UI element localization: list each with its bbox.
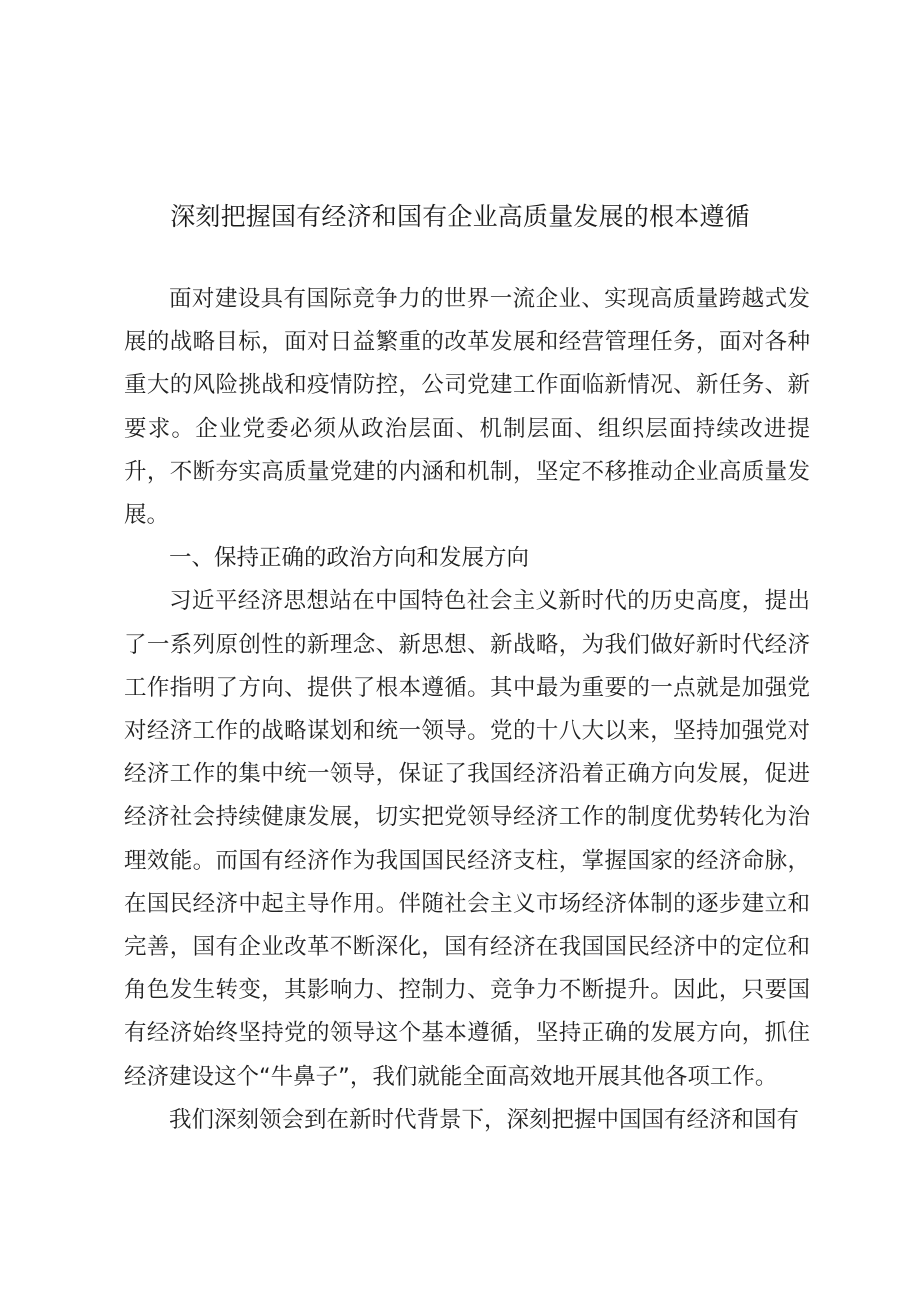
document-body bbox=[124, 278, 810, 1142]
body-paragraph-continued: 我们深刻领会到在新时代背景下，深刻把握中国国有经济和国有 bbox=[169, 1106, 800, 1133]
intro-paragraph: 面对建设具有国际竞争力的世界一流企业、实现高质量跨越式发展的战略目标，面对日益繁重的改革发展和经营管理任务，面对各种重大的风险挑战和疫情防控，公司党建工作面临新情况、新任务、新要求。企业党委必须从政治层面、机制层面、组织层面持续改进提升，不断夯实高质量党建的内涵和机制，坚定不移推动企业高质量发展。 bbox=[124, 286, 810, 529]
document-title: 深刻把握国有经济和国有企业高质量发展的根本遵循 bbox=[170, 201, 750, 231]
body-paragraph: 习近平经济思想站在中国特色社会主义新时代的历史高度，提出了一系列原创性的新理念、新思想、新战略，为我们做好新时代经济工作指明了方向、提供了根本遵循。其中最为重要的一点就是加强党对经济工作的战略谋划和统一领导。党的十八大以来，坚持加强党对经济工作的集中统一领导，保证了我国经济沿着正确方向发展，促进经济社会持续健康发展，切实把党领导经济工作的制度优势转化为治理效能。而国有经济作为我国国民经济支柱，掌握国家的经济命脉，在国民经济中起主导作用。伴随社会主义市场经济体制的逐步建立和完善，国有企业改革不断深化，国有经济在我国国民经济中的定位和角色发生转变，其影响力、控制力、竞争力不断提升。因此，只要国有经济始终坚持党的领导这个基本遵循，坚持正确的发展方向，抓住经济建设这个“牛鼻子”，我们就能全面高效地开展其他各项工作。 bbox=[124, 588, 810, 1090]
section-heading: 一、保持正确的政治方向和发展方向 bbox=[169, 545, 530, 572]
